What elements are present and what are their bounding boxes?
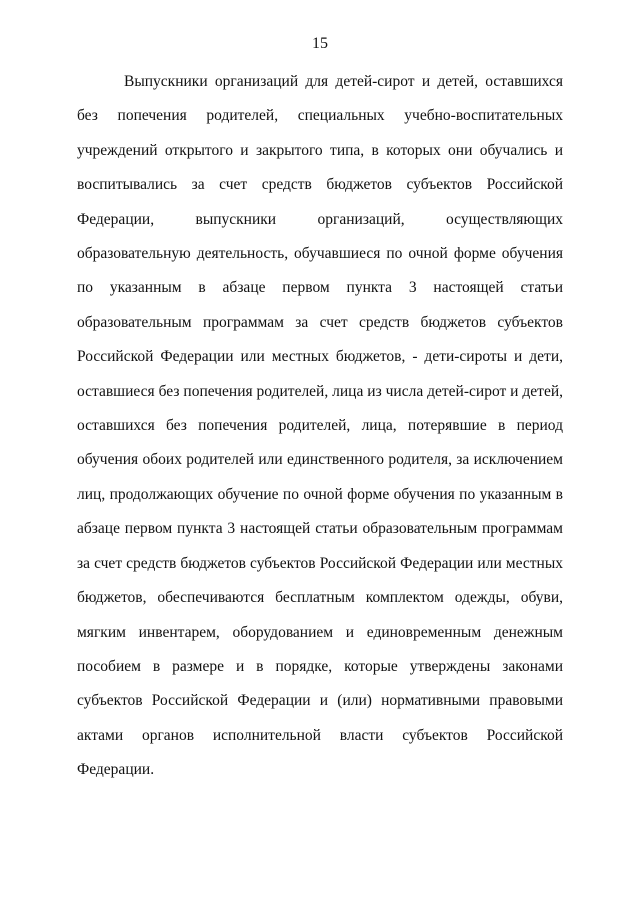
page-number: 15 <box>312 35 328 52</box>
body-paragraph: Выпускники организаций для детей-сирот и детей, оставшихся без попечения родителей, специальных учебно-воспитательных учреждений открытого и закрытого типа, в которых они обучались и воспитывались за счет средств бюджетов субъектов Российской Федерации, выпускники организаций, осуществляющих образовательную деятельность, обучавшиеся по очной форме обучения по указанным в абзаце первом пункта 3 настоящей статьи образовательным программам за счет средств бюджетов субъектов Российской Федерации или местных бюджетов, - дети-сироты и дети, оставшиеся без попечения родителей, лица из числа детей-сирот и детей, оставшихся без попечения родителей, лица, потерявшие в период обучения обоих родителей или единственного родителя, за исключением лиц, продолжающих обучение по очной форме обучения по указанным в абзаце первом пункта 3 настоящей статьи образовательным программам за счет средств бюджетов субъектов Российской Федерации или местных бюджетов, обеспечиваются бесплатным комплектом одежды, обуви, мягким инвентарем, оборудованием и единовременным денежным пособием в размере и в порядке, которые утверждены законами субъектов Российской Федерации и (или) нормативными правовыми актами органов исполнительной власти субъектов Российской Федерации. <box>77 73 563 779</box>
